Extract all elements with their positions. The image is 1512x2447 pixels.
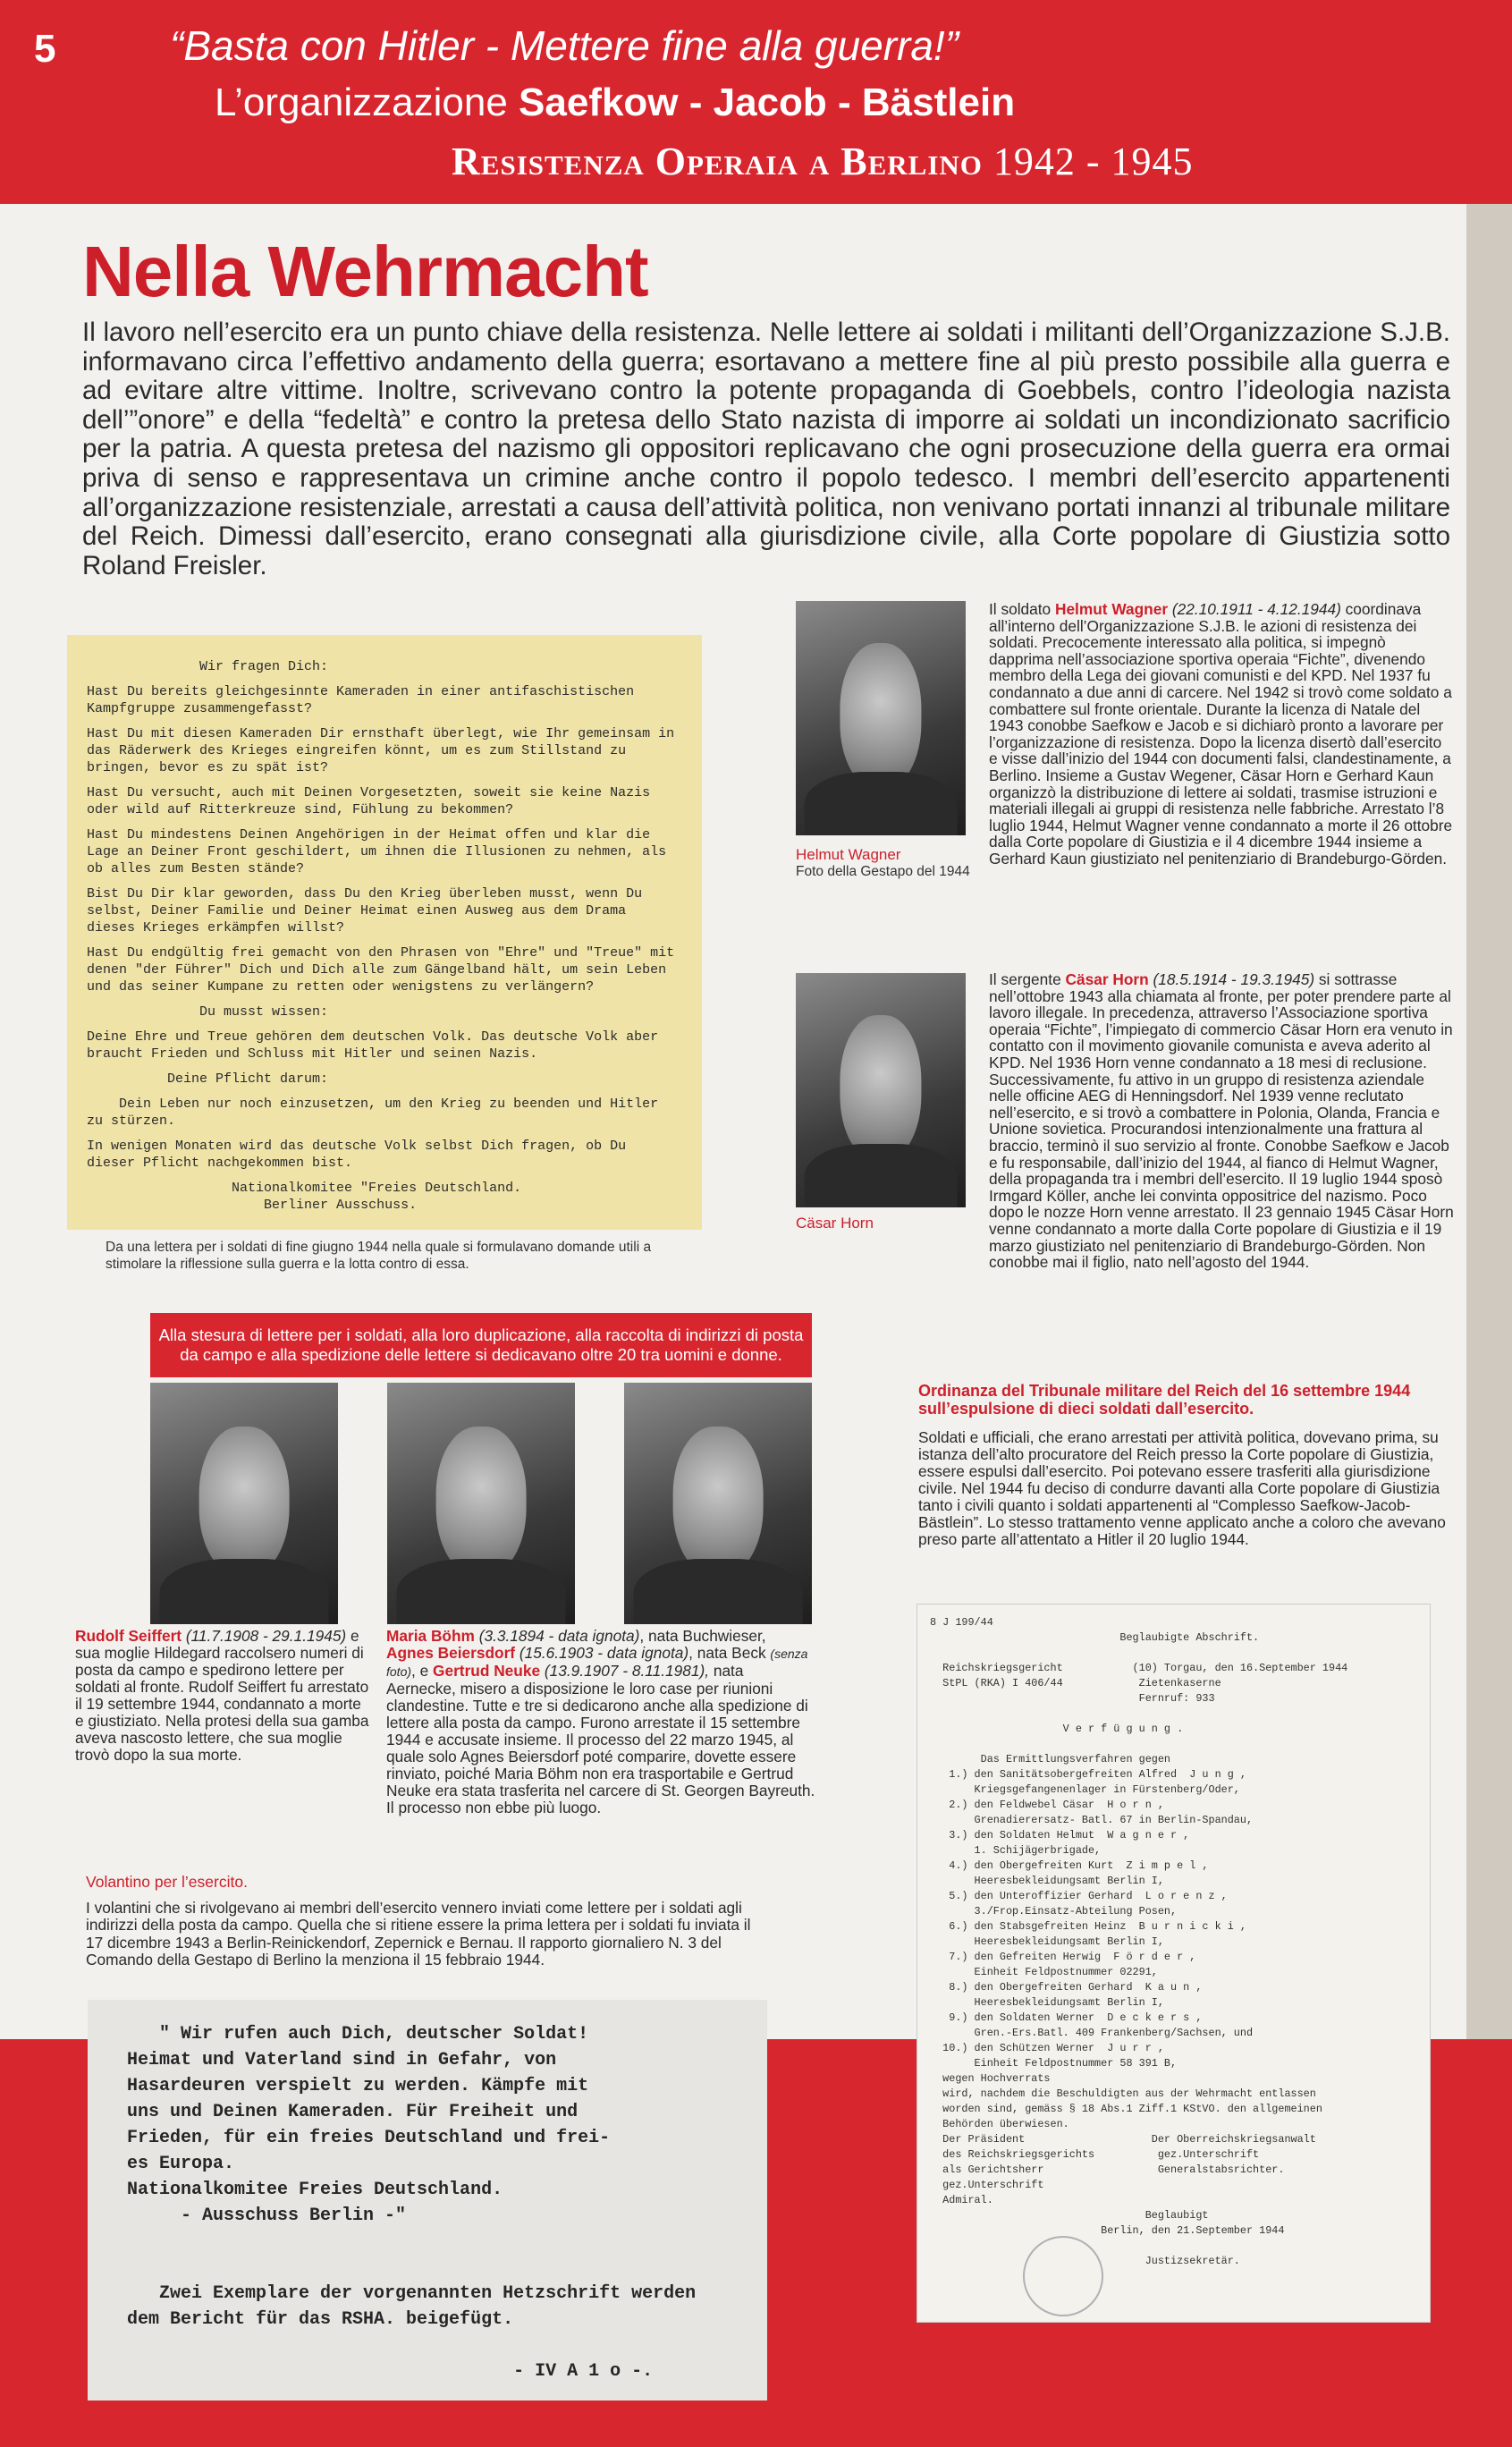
- beiersdorf-dates: (15.6.1903 - data ignota): [515, 1644, 689, 1662]
- letter-line: Wir fragen Dich:: [87, 659, 329, 674]
- seiffert-text: e sua moglie Hildegard raccolsero numeri di posta da campo e spedirono lettere per soldati al fronte. Rudolf Seiffert fu arrestato il 19 settembre 1944, condannato a morte e giustiziato. Nella protesi della sua gamba aveva nascosto lettere, che sua moglie trovò dopo la sua morte.: [75, 1627, 369, 1764]
- side-strip: [1466, 204, 1512, 2039]
- seiffert-bio: [75, 1628, 370, 1764]
- document-line: Behörden überwiesen.: [930, 2118, 1069, 2130]
- wagner-lead: Il soldato: [989, 600, 1055, 618]
- leaflet-line: Hasardeuren verspielt zu werden. Kämpfe mit: [127, 2076, 589, 2096]
- boehm-mid: , nata Buchwieser,: [639, 1627, 766, 1645]
- horn-photo-name: Cäsar Horn: [796, 1215, 874, 1232]
- neuke-joiner: , e: [411, 1662, 434, 1680]
- document-line: Beglaubigte Abschrift.: [930, 1631, 1260, 1644]
- document-line: [930, 2239, 1417, 2254]
- volantino-title: Volantino per l’esercito.: [86, 1873, 248, 1891]
- page-number: 5: [34, 27, 56, 71]
- letter-line: Deine Ehre und Treue gehören dem deutschen Volk. Das deutsche Volk aber braucht Frieden und Schluss mit Hitler und seinen Nazis.: [87, 1029, 667, 1062]
- ordinanza-title: Ordinanza del Tribunale militare del Reich del 16 settembre 1944 sull’espulsione di dieci soldati dall’esercito.: [918, 1382, 1411, 1418]
- letter-line: Du musst wissen:: [87, 1004, 329, 1020]
- header-subtitle: [452, 139, 1194, 184]
- wagner-text: coordinava all’interno dell’Organizzazione S.J.B. le azioni di resistenza dei soldati. Precocemente interessato alla politica, si impegnò dapprima nell’associazione sportiva operaia “Fichte”, divenendo membro della Lega dei giovani comunisti e del KPD. Nel 1937 fu condannato a due anni di carcere. Nel 1942 si trovò come soldato a combattere sul fronte orientale. Durante la licenza di Natale del 1943 conobbe Saefkow e Jacob e si dichiarò pronto a lavorare per l’organizzazione di resistenza. Dopo la licenza disertò dall’esercito e visse dall’inizio del 1944 con documenti falsi, clandestinamente, a Berlino. Insieme a Gustav Wegener, Cäsar Horn e Gerhard Kaun organizzò la distribuzione di lettere ai soldati, trasmise istruzioni e materiali illegali ai gruppi di resistenza nelle fabbriche. Arrestato l’8 luglio 1944, Helmut Wagner venne condannato a morte il 26 ottobre dalla Corte popolare di Giustizia e il 4 dicembre 1944 insieme a Gerhard Kaun giustiziato nel penitenziario di Brandeburgo-Görden.: [989, 600, 1453, 868]
- section-intro: Il lavoro nell’esercito era un punto chiave della resistenza. Nelle lettere ai soldati i militanti dell’Organizzazione S.J.B. informavano circa l’effettivo andamento della guerra; esortavano a mettere fine al più presto possibile alla guerra e ad evitare altre vittime. Inoltre, scrivevano contro la potente propaganda di Goebbels, contro l’ideologia nazista dell’”onore” e della “fedeltà” e contro la pretesa dello Stato nazista di imporre ai soldati un incondizionato sacrificio per la patria. A questa pretesa del nazismo gli oppositori replicavano che ogni prosecuzione della guerra era ormai priva di senso e rappresentava un crimine anche contro il popolo tedesco. I membri dell’esercito appartenenti all’organizzazione resistenziale, arrestati a causa dell’attività politica, non venivano portati innanzi al tribunale militare del Reich. Dimessi dall’esercito, erano consegnati alla giurisdizione civile, alla Corte popolare di Giustizia sotto Roland Freisler.: [82, 318, 1450, 580]
- neuke-dates: (13.9.1907 - 8.11.1981),: [540, 1662, 710, 1680]
- leaflet-line: " Wir rufen auch Dich, deutscher Soldat!: [127, 2024, 589, 2045]
- document-line: Der Präsident Der Oberreichskriegsanwalt: [930, 2133, 1316, 2146]
- document-line: V e r f ü g u n g .: [930, 1723, 1184, 1735]
- document-line: 2.) den Feldwebel Cäsar H o r n ,: [930, 1799, 1164, 1811]
- document-line: des Reichskriegsgerichts gez.Unterschrift: [930, 2148, 1260, 2161]
- wagner-photo-name: Helmut Wagner: [796, 846, 901, 863]
- document-line: [930, 1646, 1417, 1661]
- document-line: Heeresbekleidungsamt Berlin I,: [930, 1875, 1164, 1887]
- org-name: Saefkow - Jacob - Bästlein: [519, 80, 1016, 124]
- header-quote: “Basta con Hitler - Mettere fine alla guerra!”: [170, 22, 959, 69]
- document-line: Einheit Feldpostnummer 58 391 B,: [930, 2057, 1178, 2070]
- letter-line: Dein Leben nur noch einzusetzen, um den Krieg zu beenden und Hitler zu stürzen.: [87, 1096, 667, 1129]
- document-line: Grenadierersatz- Batl. 67 in Berlin-Spandau,: [930, 1814, 1254, 1826]
- document-line: Fernruf: 933: [930, 1692, 1215, 1705]
- document-line: Admiral.: [930, 2194, 993, 2206]
- leaflet-facsimile: [88, 2000, 767, 2400]
- document-line: Einheit Feldpostnummer 02291,: [930, 1966, 1158, 1978]
- leaflet-line: - IV A 1 o -.: [127, 2361, 654, 2382]
- document-line: StPL (RKA) I 406/44 Zietenkaserne: [930, 1677, 1221, 1689]
- beiersdorf-mid: , nata Beck: [688, 1644, 771, 1662]
- seiffert-name: Rudolf Seiffert: [75, 1627, 182, 1645]
- letter-line: Hast Du mindestens Deinen Angehörigen in der Heimat offen und klar die Lage an Deiner Front geschildert, um ihnen die Illusionen zu nehmen, als ob alles zum Besten stände?: [87, 827, 675, 876]
- header-organization: [215, 80, 1015, 125]
- wagner-photo-caption: Foto della Gestapo del 1944: [796, 864, 970, 879]
- leaflet-line: Frieden, für ein freies Deutschland und frei-: [127, 2128, 611, 2148]
- boehm-dates: (3.3.1894 - data ignota): [474, 1627, 640, 1645]
- document-line: 8.) den Obergefreiten Gerhard K a u n ,: [930, 1981, 1203, 1994]
- document-line: 7.) den Gefreiten Herwig F ö r d e r ,: [930, 1951, 1196, 1963]
- letter-line: In wenigen Monaten wird das deutsche Volk selbst Dich fragen, ob Du dieser Pflicht nachgekommen bist.: [87, 1139, 635, 1171]
- document-line: Reichskriegsgericht (10) Torgau, den 16.September 1944: [930, 1662, 1348, 1674]
- org-prefix: L’organizzazione: [215, 80, 519, 124]
- team-banner: Alla stesura di lettere per i soldati, alla loro duplicazione, alla raccolta di indirizzi di posta da campo e alla spedizione delle lettere si dedicavano oltre 20 tra uomini e donne.: [150, 1313, 812, 1377]
- horn-bio: [989, 971, 1454, 1271]
- letter-line: Bist Du Dir klar geworden, dass Du den Krieg überleben musst, wenn Du selbst, Deiner Familie und Deiner Heimat einen Ausweg aus dem Drama dieses Krieges erkämpfen willst?: [87, 886, 651, 936]
- leaflet-line: Heimat und Vaterland sind in Gefahr, von: [127, 2050, 557, 2070]
- document-line: 10.) den Schützen Werner J u r r ,: [930, 2042, 1164, 2054]
- subtitle-caps: Resistenza Operaia a Berlino: [452, 140, 983, 183]
- neuke-name: Gertrud Neuke: [433, 1662, 541, 1680]
- document-line: 1. Schijägerbrigade,: [930, 1844, 1102, 1857]
- leaflet-line: Nationalkomitee Freies Deutschland.: [127, 2180, 503, 2200]
- wagner-name: Helmut Wagner: [1054, 600, 1169, 618]
- document-line: 6.) den Stabsgefreiten Heinz B u r n i c k i ,: [930, 1920, 1246, 1933]
- letter-line: Hast Du mit diesen Kameraden Dir ernsthaft überlegt, wie Ihr gemeinsam in das Räderwerk des Krieges eingreifen könnt, um es zum Stillstand zu bringen, bevor es zu spät ist?: [87, 726, 683, 775]
- letter-caption: Da una lettera per i soldati di fine giugno 1944 nella quale si formulavano domande utili a stimolare la riflessione sulla guerra e la lotta contro di essa.: [106, 1240, 652, 1272]
- document-line: [930, 1737, 1417, 1752]
- boehm-text: nata Aernecke, misero a disposizione le loro case per riunioni clandestine. Tutte e tre si dedicarono anche alla spedizione di lettere alla posta da campo. Furono arrestate il 15 settembre 1944 e accusate insieme. Il processo del 22 marzo 1945, al quale solo Agnes Beiersdorf poté comparire, dovette essere rinviato, poiché Maria Böhm non era trasportabile e Gertrud Neuke era stata trasferita nel carcere di St. Georgen Bayreuth. Il processo non ebbe più luogo.: [386, 1662, 815, 1816]
- document-line: 5.) den Unteroffizier Gerhard L o r e n z ,: [930, 1890, 1228, 1902]
- letter-line: Deine Pflicht darum:: [87, 1071, 329, 1087]
- horn-text: si sottrasse nell’ottobre 1943 alla chiamata al fronte, per poter prendere parte al lavoro illegale. In precedenza, attraverso l’Associazione sportiva operaia “Fichte”, l’impiegato di commercio Cäsar Horn era venuto in contatto con il movimento giovanile comunista e aveva aderito al KPD. Nel 1936 Horn venne condannato a 18 mesi di reclusione. Successivamente, fu attivo in un gruppo di resistenza aziendale nelle officine AEG di Henningsdorf. Nel 1939 venne reclutato nell’esercito, e si trovò a combattere in Polonia, Olanda, Francia e Unione sovietica. Procurandosi intenzionalmente una frattura al braccio, terminò il suo servizio al fronte. Conobbe Saefkow e Jacob e fu responsabile, dall’inizio del 1944, al fianco di Helmut Wagner, della propaganda tra i membri dell’esercito. Il 19 luglio 1944 sposò Irmgard Köller, anche lei convinta oppositrice del nazismo. Poco dopo le nozze Horn venne arrestato. Il 23 gennaio 1945 Cäsar Horn venne condannato a morte dalla Corte popolare di Giustizia e il 19 marzo giustiziato nel penitenziario di Brandeburgo-Görden. Non conobbe mai il figlio, nato nell’agosto del 1944.: [989, 970, 1454, 1272]
- leaflet-line: es Europa.: [127, 2154, 235, 2174]
- document-line: Beglaubigt: [930, 2209, 1209, 2222]
- document-line: Heeresbekleidungsamt Berlin I,: [930, 1996, 1164, 2009]
- wagner-bio: [989, 601, 1454, 868]
- letter-line: Hast Du endgültig frei gemacht von den Phrasen von "Ehre" und "Treue" mit denen "der Führer" Dich und Dich alle zum Gängelband hält, um sein Leben und das seiner Kumpane zu retten oder wenigstens zu verlängern?: [87, 945, 683, 995]
- document-line: als Gerichtsherr Generalstabsrichter.: [930, 2163, 1285, 2176]
- document-line: worden sind, gemäss § 18 Abs.1 Ziff.1 KStVO. den allgemeinen: [930, 2103, 1322, 2115]
- leaflet-line: uns und Deinen Kameraden. Für Freiheit und: [127, 2102, 579, 2122]
- document-line: Gren.-Ers.Batl. 409 Frankenberg/Sachsen, und: [930, 2027, 1254, 2039]
- boehm-photo: [387, 1383, 575, 1624]
- letter-line: Hast Du bereits gleichgesinnte Kameraden in einer antifaschistischen Kampfgruppe zusammengefasst?: [87, 684, 643, 716]
- wagner-photo: [796, 601, 966, 835]
- leaflet-line: [127, 2333, 728, 2358]
- document-line: wegen Hochverrats: [930, 2072, 1051, 2085]
- horn-dates: (18.5.1914 - 19.3.1945): [1148, 970, 1315, 988]
- document-line: Berlin, den 21.September 1944: [930, 2224, 1285, 2237]
- document-line: Das Ermittlungsverfahren gegen: [930, 1753, 1171, 1765]
- ordinanza-text: Soldati e ufficiali, che erano arrestati per attività politica, dovevano prima, su istanza dell’alto procuratore del Reich presso la Corte popolare di Giustizia, essere espulsi dall’esercito. Poi potevano essere trasferiti alla giurisdizione civile. Nel 1944 fu deciso di condurre davanti alla Corte popolare di Giustizia tanto i civili quanto i soldati appartenenti al “Complesso Saefkow-Jacob-Bästlein”. Lo stesso trattamento venne applicato anche a coloro che avevano preso parte all’attentato a Hitler il 20 luglio 1944.: [918, 1428, 1446, 1548]
- document-line: wird, nachdem die Beschuldigten aus der Wehrmacht entlassen: [930, 2087, 1316, 2100]
- horn-lead: Il sergente: [989, 970, 1066, 988]
- document-line: Kriegsgefangenenlager in Fürstenberg/Oder,: [930, 1783, 1240, 1796]
- seiffert-dates: (11.7.1908 - 29.1.1945): [182, 1627, 347, 1645]
- document-line: gez.Unterschrift: [930, 2179, 1044, 2191]
- header-banner: [0, 0, 1512, 204]
- seiffert-photo: [150, 1383, 338, 1624]
- wagner-dates: (22.10.1911 - 4.12.1944): [1168, 600, 1341, 618]
- section-title: Nella Wehrmacht: [82, 232, 648, 311]
- document-line: 3.) den Soldaten Helmut W a g n e r ,: [930, 1829, 1190, 1842]
- letter-line: Hast Du versucht, auch mit Deinen Vorgesetzten, soweit sie keine Nazis oder wild auf Ritterkreuze sind, Fühlung zu bekommen?: [87, 785, 659, 817]
- document-line: Justizsekretär.: [930, 2255, 1240, 2267]
- document-line: 8 J 199/44: [930, 1616, 993, 1629]
- soldier-letter-facsimile: [67, 635, 702, 1230]
- document-line: 3./Frop.Einsatz-Abteilung Posen,: [930, 1905, 1178, 1918]
- leaflet-line: Zwei Exemplare der vorgenannten Hetzschrift werden: [127, 2283, 697, 2304]
- beiersdorf-note: (senza foto): [386, 1647, 808, 1679]
- official-stamp: [1023, 2236, 1103, 2316]
- neuke-photo: [624, 1383, 812, 1624]
- horn-photo: [796, 973, 966, 1207]
- document-line: 9.) den Soldaten Werner D e c k e r s ,: [930, 2011, 1203, 2024]
- leaflet-line: [127, 2255, 728, 2281]
- leaflet-line: - Ausschuss Berlin -": [127, 2206, 407, 2226]
- subtitle-years: 1942 - 1945: [993, 140, 1194, 183]
- document-line: Heeresbekleidungsamt Berlin I,: [930, 1935, 1164, 1948]
- boehm-name: Maria Böhm: [386, 1627, 475, 1645]
- document-line: 4.) den Obergefreiten Kurt Z i m p e l ,: [930, 1859, 1209, 1872]
- court-order-document: [916, 1604, 1431, 2323]
- document-line: [930, 1706, 1417, 1722]
- horn-name: Cäsar Horn: [1065, 970, 1149, 988]
- beiersdorf-name: Agnes Beiersdorf: [386, 1644, 516, 1662]
- leaflet-line: dem Bericht für das RSHA. beigefügt.: [127, 2309, 514, 2330]
- leaflet-line: [127, 2229, 728, 2255]
- document-line: 1.) den Sanitätsobergefreiten Alfred J u n g ,: [930, 1768, 1246, 1781]
- boehm-beiersdorf-neuke-bio: [386, 1628, 815, 1816]
- letter-line: Nationalkomitee "Freies Deutschland. Berliner Ausschuss.: [232, 1181, 522, 1213]
- volantino-text: I volantini che si rivolgevano ai membri dell’esercito vennero inviati come lettere per i soldati agli indirizzi della posta da campo. Quella che si ritiene essere la prima lettera per i soldati fu inviata il 17 dicembre 1943 a Berlin-Reinickendorf, Zepernick e Bernau. Il rapporto giornaliero N. 3 del Comando della Gestapo di Berlino la menziona il 15 febbraio 1944.: [86, 1899, 751, 1969]
